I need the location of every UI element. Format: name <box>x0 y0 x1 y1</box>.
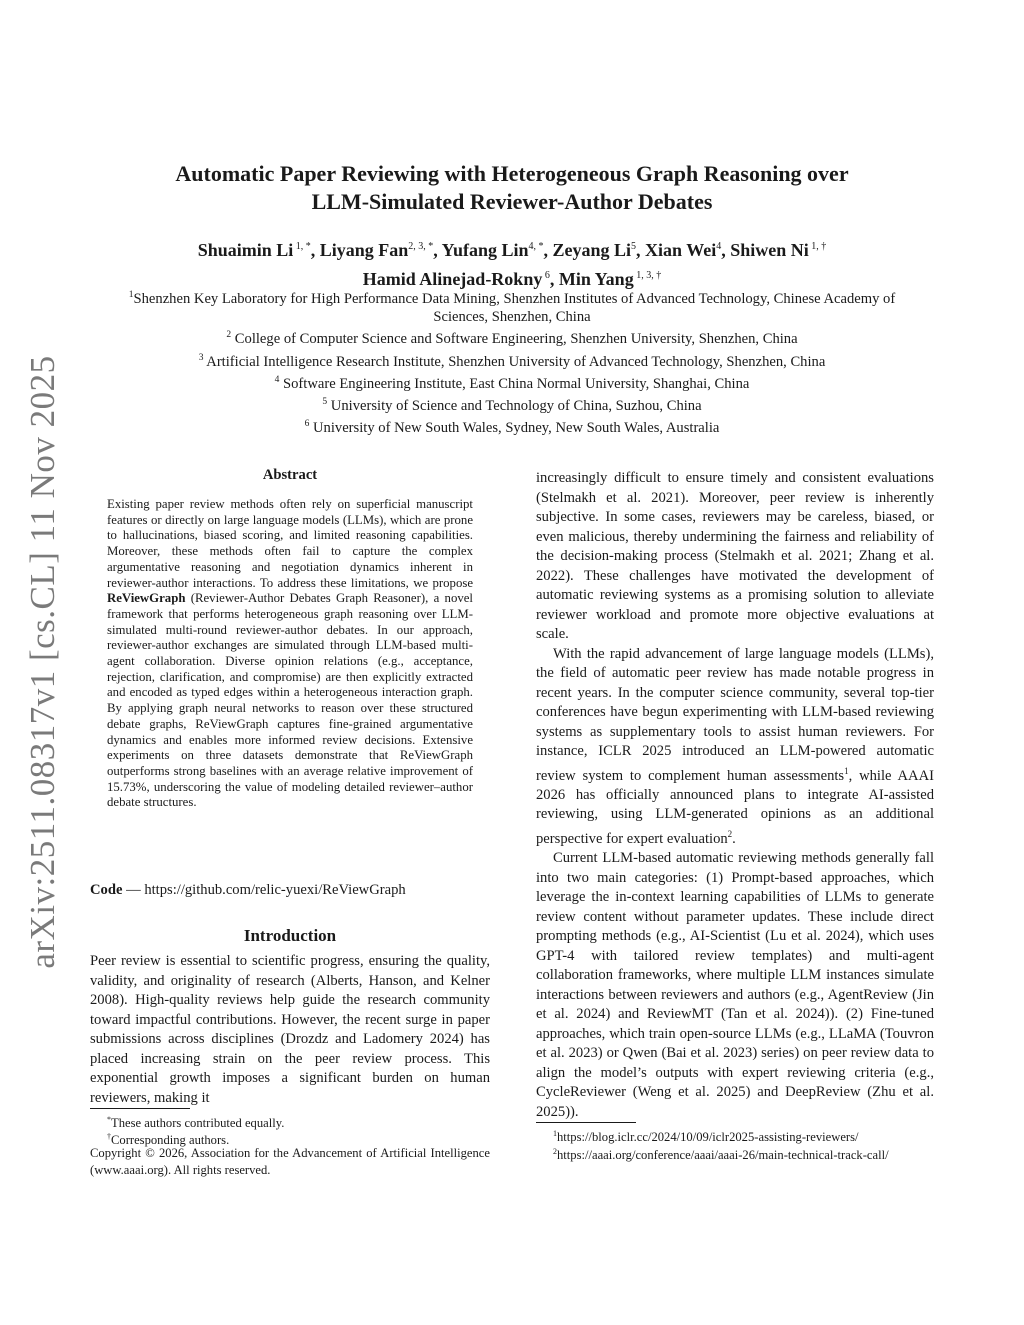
affiliation <box>100 393 924 415</box>
title-line-1: Automatic Paper Reviewing with Heterogeneous Graph Reasoning over <box>175 161 849 186</box>
footnote-rule <box>90 1108 190 1109</box>
author-separator: , <box>636 240 646 260</box>
author-list <box>100 234 924 292</box>
author-name: Yufang Lin <box>441 240 529 260</box>
left-column-body <box>90 952 490 1108</box>
footnote-iclr: $^1$https://blog.iclr.cc/2024/10/09/iclr2025-assisting-reviewers/ <box>553 1129 859 1145</box>
body-paragraph: increasingly difficult to ensure timely and consistent evaluations (Stelmakh et al. 2021). Moreover, peer review is inherently subjective. In some cases, reviewers may be careless, biased, or even malicious, thereby undermining the fairness and reliability of the decision-making process (Stelmakh et al. 2021; Zhang et al. 2022). These challenges have motivated the development of automatic reviewing systems as a promising solution to alleviate reviewer workload and promote more objective evaluations at scale. <box>536 470 934 642</box>
author-name: Xian Wei <box>645 240 717 260</box>
author-name: Min Yang <box>558 269 634 289</box>
footnote-equal-contribution: *These authors contributed equally. <box>107 1115 285 1131</box>
author-name: Shiwen Ni <box>730 240 809 260</box>
affiliation-mark: 5 <box>322 396 328 407</box>
author-separator: , <box>549 269 559 289</box>
footnote-rule <box>536 1122 636 1123</box>
copyright-notice: Copyright © 2026, Association for the Advancement of Artificial Intelligence (www.aaai.org). All rights reserved. <box>90 1146 490 1177</box>
author-separator: , <box>543 240 553 260</box>
abstract-heading: Abstract <box>262 467 318 483</box>
footnote-corresponding: †Corresponding authors. <box>107 1132 230 1148</box>
author-separator: , <box>310 240 320 260</box>
author-separator: , <box>721 240 731 260</box>
author-affil-mark: 1, † <box>808 241 827 252</box>
abstract-body <box>107 497 473 811</box>
abstract-text: Existing paper review methods often rely on superficial manuscript features or directly on large language models (LLMs), which are prone to hallucinations, biased scoring, and limited reasoning capabilities. Moreover, these methods often fail to capture the complex argumentative reasoning and negotiation dynamics inherent in reviewer-author interactions. To address these limitations, we propose <box>107 497 473 590</box>
author-separator: , <box>433 240 442 260</box>
author-affil-mark: 4 <box>716 241 722 252</box>
right-column-body <box>536 469 934 1122</box>
author-name: Shuaimin Li <box>197 240 294 260</box>
affiliation-mark: 3 <box>198 352 204 363</box>
affiliation <box>100 349 924 371</box>
affiliation-mark: 6 <box>304 419 310 430</box>
affiliation-mark: 2 <box>226 330 232 341</box>
author-name: Hamid Alinejad-Rokny <box>362 269 543 289</box>
author-affil-mark: 5 <box>631 241 637 252</box>
author-affil-mark: 4, * <box>528 241 544 252</box>
code-label: Code <box>90 882 123 898</box>
affiliation-list <box>100 286 924 437</box>
method-name: ReViewGraph <box>107 591 186 606</box>
body-paragraph: Current LLM-based automatic reviewing methods generally fall into two main categories: (1) Prompt-based approaches, which leverage the in-context learning capabilities of LLMs to generate review content without parameter updates. These include direct prompting methods (e.g., AI-Scientist (Lu et al. 2024), which uses GPT-4 with tailored review templates) and multi-agent collaboration frameworks, where multiple LLM instances simulate interactions between reviewers and authors (e.g., AgentReview (Jin et al. 2024) and ReviewMT (Tan et al. 2024)). (2) Fine-tuned approaches, which train open-source LLMs (e.g., LLaMA (Touvron et al. 2023) or Qwen (Bai et al. 2023) series) on peer review data to align the model’s outputs with expert reviewing criteria (e.g., CycleReviewer (Weng et al. 2025) and DeepReview (Zhu et al. 2025)). <box>536 850 934 1120</box>
affiliation-text: Artificial Intelligence Research Institute, Shenzhen University of Advanced Technology, Shenzhen, China <box>203 353 826 370</box>
author-name: Zeyang Li <box>552 240 632 260</box>
abstract-text: (Reviewer-Author Debates Graph Reasoner), a novel framework that performs heterogeneous graph reasoning over LLM-simulated multi-round reviewer-author debates. In our approach, reviewer-author exchanges are simulated through LLM-based multi-agent collaboration. Diverse opinion relations (e.g., acceptance, rejection, clarification, and compromise) are then explicitly extracted and encoded as typed edges within a heterogeneous interaction graph. By applying graph neural networks to reason over these structured debate graphs, ReViewGraph captures fine-grained argumentative dynamics and enables more informed review decisions. Extensive experiments on three datasets demonstrate that ReViewGraph outperforms strong baselines with an average relative improvement of 15.73%, underscoring the value of modeling detailed reviewer–author debate structures. <box>107 591 473 810</box>
affiliation <box>100 326 924 348</box>
arxiv-identifier: arXiv:2511.08317v1 [cs.CL] 11 Nov 2025 <box>23 355 62 969</box>
title-line-2: LLM-Simulated Reviewer-Author Debates <box>311 189 713 214</box>
author-affil-mark: 1, * <box>293 241 311 252</box>
affiliation <box>100 286 924 326</box>
code-url[interactable]: — https://github.com/relic-yuexi/ReViewGraph <box>122 882 406 898</box>
author-affil-mark: 1, 3, † <box>633 270 662 281</box>
affiliation <box>100 371 924 393</box>
affiliation-text: University of New South Wales, Sydney, New South Wales, Australia <box>309 419 720 436</box>
affiliation-mark: 4 <box>274 374 280 385</box>
affiliation-text: University of Science and Technology of China, Suzhou, China <box>327 397 702 414</box>
footnote-aaai: $^2$https://aaai.org/conference/aaai/aaai-26/main-technical-track-call/ <box>553 1147 889 1163</box>
body-paragraph: With the rapid advancement of large language models (LLMs), the field of automatic peer review has made notable progress in recent years. In the computer science community, several top-tier conferences have begun experimenting with LLM-based reviewing systems as supplementary tools to assist human reviewers. For instance, ICLR 2025 introduced an LLM-powered automatic review system to complement human assessments$^1$, while AAAI 2026 has officially announced plans to integrate AI-assisted reviewing, using LLM-generated opinions as an additional perspective for expert evaluation$^2$. <box>536 645 934 847</box>
author-affil-mark: 2, 3, * <box>408 241 434 252</box>
intro-paragraph: Peer review is essential to scientific progress, ensuring the quality, validity, and originality of research (Alberts, Hanson, and Kelner 2008). High-quality reviews help guide the research community toward impactful contributions. However, the recent surge in paper submissions across disciplines (Drozdz and Ladomery 2024) has placed increasing strain on the peer review process. This exponential growth imposes a significant burden on human reviewers, making it <box>90 953 490 1106</box>
paper-title <box>100 160 924 216</box>
author-line-1 <box>100 234 924 263</box>
footnote-ref: 2 <box>727 828 733 839</box>
author-affil-mark: 6 <box>542 270 550 281</box>
affiliation-text: Software Engineering Institute, East China Normal University, Shanghai, China <box>279 375 750 392</box>
affiliation <box>100 415 924 437</box>
affiliation-text: Shenzhen Key Laboratory for High Performance Data Mining, Shenzhen Institutes of Advanced Technology, Chinese Academy of Sciences, Shenzhen, China <box>133 290 896 326</box>
affiliation-text: College of Computer Science and Software Engineering, Shenzhen University, Shenzhen, China <box>231 331 798 348</box>
footnote-ref: 1 <box>844 765 849 776</box>
code-link-line <box>90 882 490 899</box>
affiliation-mark: 1 <box>128 290 134 300</box>
author-name: Liyang Fan <box>319 240 409 260</box>
section-heading-introduction: Introduction <box>243 926 337 945</box>
